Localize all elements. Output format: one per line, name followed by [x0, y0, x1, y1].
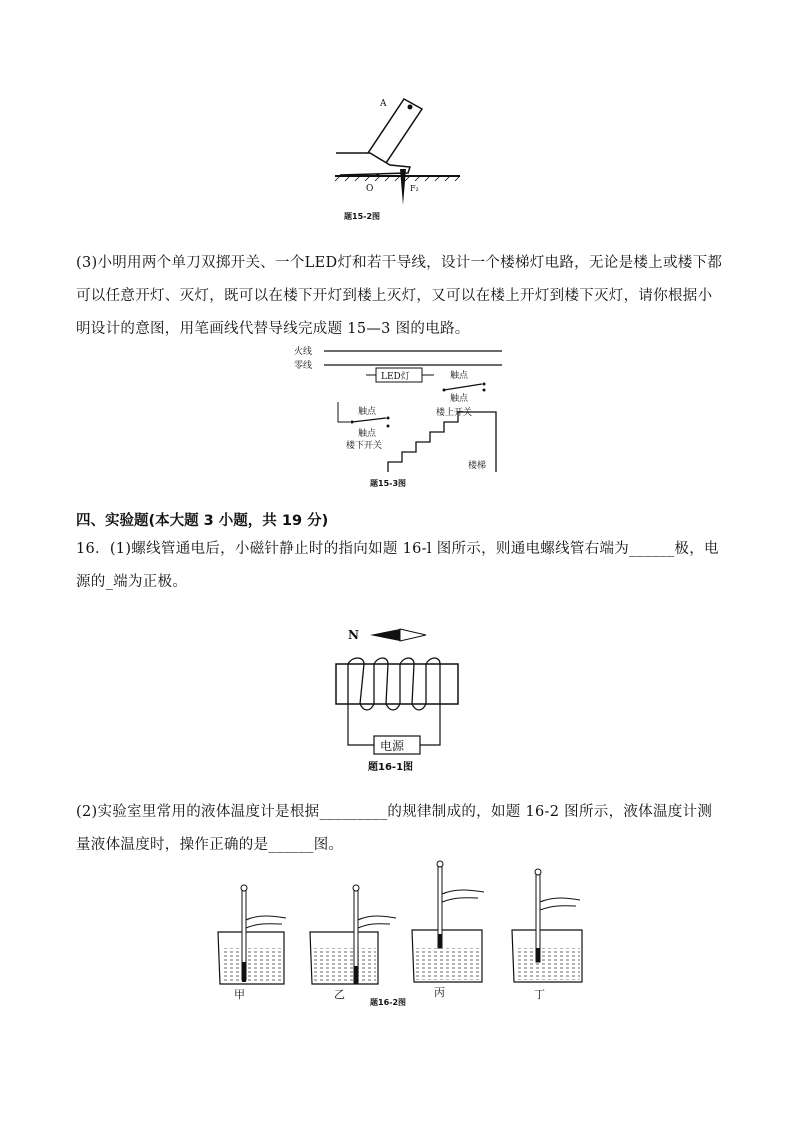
label-o: O: [366, 184, 374, 194]
figure-16-1: [330, 625, 470, 775]
beaker-d: [512, 869, 582, 982]
label-f2: F₂: [410, 184, 419, 193]
section-4-title: 四、实验题(本大题 3 小题，共 19 分): [76, 513, 329, 529]
label-contact-1: 触点: [450, 371, 469, 381]
label-power: 电源: [380, 739, 405, 753]
question-16-2: (2)实验室里常用的液体温度计是根据_________的规律制成的，如题 16-2 图所示，液体温度计测量液体温度时，操作正确的是______图。: [76, 804, 713, 853]
question-16-1: 16．(1)螺线管通电后，小磁针静止时的指向如题 16-l 图所示，则通电螺线管右端为______极，电源的_端为正极。: [76, 541, 719, 590]
compass-needle-north: [370, 629, 400, 641]
label-contact-4: 触点: [358, 429, 377, 439]
label-ding: 丁: [534, 988, 545, 1001]
label-live-wire: 火线: [294, 347, 313, 357]
label-jia: 甲: [234, 988, 245, 1001]
figure-15-3: [290, 344, 510, 492]
beaker-a: [218, 885, 286, 984]
beaker-c: [412, 861, 484, 982]
force-f2-arrow: [400, 169, 406, 205]
label-contact-3: 触点: [358, 407, 377, 417]
label-stairs: 楼梯: [468, 461, 487, 471]
question-15-3: (3)小明用两个单刀双掷开关、一个LED灯和若干导线，设计一个楼梯灯电路，无论是楼上或楼下都可以任意开灯、灭灯，既可以在楼下开灯到楼上灭灯，又可以在楼上开灯到楼下灭灯，请你根据小明设计的意图，用笔画线代替导线完成题 15—3 图的电路。: [76, 255, 723, 337]
beaker-b: [310, 885, 396, 984]
caption-15-2: 题15-2图: [344, 212, 381, 221]
caption-16-2: 题16-2图: [370, 998, 407, 1007]
caption-15-3: 题15-3图: [370, 479, 407, 488]
foot-shape: [336, 153, 410, 175]
label-upstairs-switch: 楼上开关: [436, 408, 473, 418]
figure-15-2: [330, 95, 465, 225]
label-downstairs-switch: 楼下开关: [346, 441, 383, 451]
label-a: A: [380, 99, 387, 109]
label-neutral-wire: 零线: [294, 361, 313, 371]
downstairs-switch-blade: [352, 418, 386, 422]
label-yi: 乙: [334, 988, 345, 1001]
point-a: [408, 105, 413, 110]
figure-16-2: [212, 858, 592, 1008]
label-contact-2: 触点: [450, 394, 469, 404]
upstairs-switch-blade: [444, 384, 482, 390]
wire-left: [348, 704, 374, 745]
label-bing: 丙: [434, 986, 445, 999]
wire-right: [420, 704, 440, 745]
compass-needle-south: [400, 629, 426, 641]
label-led: LED灯: [381, 372, 410, 382]
label-north: N: [348, 628, 359, 642]
caption-16-1: 题16-1图: [368, 762, 414, 773]
